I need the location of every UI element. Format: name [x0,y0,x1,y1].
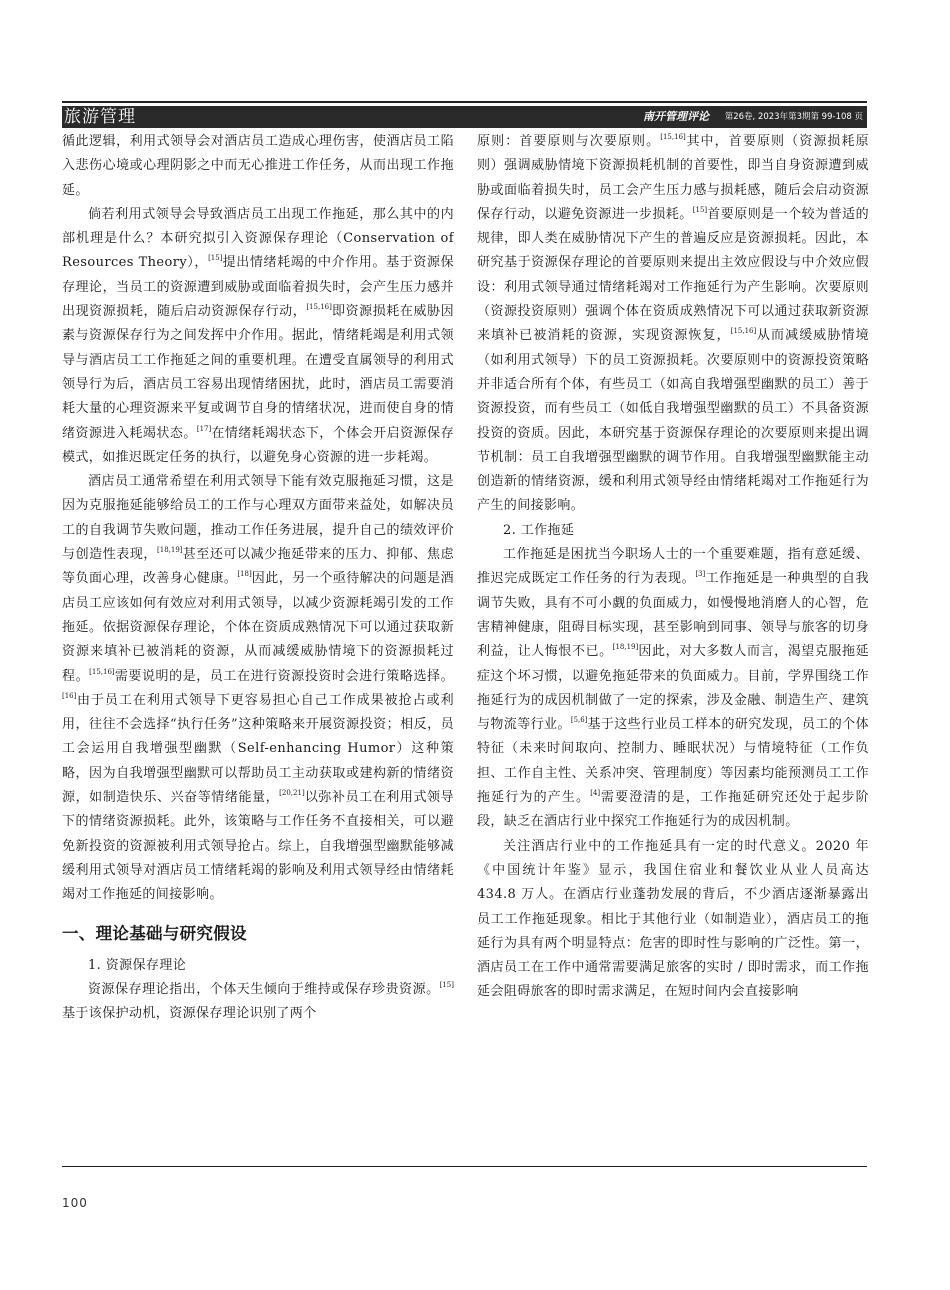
paragraph: 酒店员工通常希望在利用式领导下能有效克服拖延习惯，这是因为克服拖延能够给员工的工作与心理双方面带来益处，如解决员工的自我调节失败问题，推动工作任务进展，提升自己的绩效评价与创造性表现，[18,19]甚至还可以减少拖延带来的压力、抑郁、焦虑等负面心理，改善身心健康。[18]因此，另一个亟待解决的问题是酒店员工应该如何有效应对利用式领导，以减少资源耗竭引发的工作拖延。依据资源保存理论，个体在资质成熟情况下可以通过获取新资源来填补已被消耗的资源，从而减缓威胁情境下的资源损耗过程。[15,16]需要说明的是，员工在进行资源投资时会进行策略选择。[16]由于员工在利用式领导下更容易担心自己工作成果被抢占或利用，往往不会选择“执行任务”这种策略来开展资源投资；相反，员工会运用自我增强型幽默（Self-enhancing Humor）这种策略，因为自我增强型幽默可以帮助员工主动获取或建构新的情绪资源，如制造快乐、兴奋等情绪能量，[20,21]以弥补员工在利用式领导下的情绪资源损耗。此外，该策略与工作任务不直接相关，可以避免新投资的资源被利用式领导抢占。综上，自我增强型幽默能够减缓利用式领导对酒店员工情绪耗竭的影响及利用式领导经由情绪耗竭对工作拖延的间接影响。 [62,474,454,903]
citation: [17] [196,424,212,433]
paragraph: 原则：首要原则与次要原则。[15,16]其中，首要原则（资源损耗原则）强调威胁情境下资源损耗机制的首要性，即当自身资源遭到威胁或面临着损失时，员工会产生压力感与损耗感，随后会启动资源保存行动，以避免资源进一步损耗。[15]首要原则是一个较为普适的规律，即人类在威胁情况下产生的普遍反应是资源损耗。因此，本研究基于资源保存理论的首要原则来提出主效应假设与中介效应假设：利用式领导通过情绪耗竭对工作拖延行为产生影响。次要原则（资源投资原则）强调个体在资质成熟情况下可以通过获取新资源来填补已被消耗的资源，实现资源恢复，[15,16]从而减缓威胁情境（如利用式领导）下的员工资源损耗。次要原则中的资源投资策略并非适合所有个体，有些员工（如高自我增强型幽默的员工）善于资源投资，而有些员工（如低自我增强型幽默的员工）不具备资源投资的资质。因此，本研究基于资源保存理论的次要原则来提出调节机制：员工自我增强型幽默的调节作用。自我增强型幽默能主动创造新的情绪资源，缓和利用式领导经由情绪耗竭对工作拖延行为产生的间接影响。 [477,133,869,514]
citation: [3] [695,570,706,579]
paragraph: 循此逻辑，利用式领导会对酒店员工造成心理伤害，使酒店员工陷入悲伤心境或心理阴影之中而无心推进工作任务，从而出现工作拖延。 [62,134,454,198]
paragraph: 倘若利用式领导会导致酒店员工出现工作拖延，那么其中的内部机理是什么？本研究拟引入资源保存理论（Conservation of Resources Theory），[15]提出情绪耗竭的中介作用。基于资源保存理论，当员工的资源遭到威胁或面临着损失时，会产生压力感并出现资源损耗，随后启动资源保存行动，[15,16]即资源损耗在威胁因素与资源保存行为之间发挥中介作用。据此，情绪耗竭是利用式领导与酒店员工工作拖延之间的重要机理。在遭受直属领导的利用式领导行为后，酒店员工容易出现情绪困扰，此时，酒店员工需要消耗大量的心理资源来平复或调节自身的情绪状况，进而使自身的情绪资源进入耗竭状态。[17]在情绪耗竭状态下，个体会开启资源保存模式，如推迟既定任务的执行，以避免身心资源的进一步耗竭。 [62,206,454,465]
citation: [15] [692,205,708,214]
citation: [18,19] [157,546,183,555]
citation: [15,16] [660,133,686,141]
citation: [4] [590,789,601,798]
citation: [18] [237,570,252,579]
citation: [20,21] [279,789,305,798]
section-title: 旅游管理 [64,107,136,127]
citation: [15] [208,254,223,263]
citation: [18,19] [612,643,639,652]
subsection-heading: 2. 工作拖延 [503,522,575,538]
citation: [5,6] [570,716,588,725]
footer-rule [62,1166,867,1167]
citation: [15,16] [89,667,115,676]
running-header [62,106,867,128]
right-column [477,130,869,1005]
citation: [15,16] [730,327,757,336]
citation: [15,16] [306,303,332,312]
citation: [16] [62,691,77,700]
citation: [15] [439,980,454,989]
paragraph: 关注酒店行业中的工作拖延具有一定的时代意义。2020 年《中国统计年鉴》显示，我国住宿业和餐饮业从业人员高达 434.8 万人。在酒店行业蓬勃发展的背后，不少酒店逐渐暴露出员工工作拖延现象。相比于其他行业（如制造业），酒店员工的拖延行为具有两个明显特点：危害的即时性与影响的广泛性。第一，酒店员工在工作中通常需要满足旅客的实时 / 即时需求，而工作拖延会阻碍旅客的即时需求满足，在短时间内会直接影响 [477,838,869,1000]
page-number: 100 [62,1196,88,1210]
issue-info: 第26卷, 2023年第3期第 99-108 页 [724,112,863,122]
subsection-heading: 1. 资源保存理论 [88,957,187,973]
paragraph: 资源保存理论指出，个体天生倾向于维持或保存珍贵资源。[15]基于该保护动机，资源保存理论识别了两个 [62,980,454,1022]
header-rule [62,101,867,103]
section-heading: 一、理论基础与研究假设 [62,923,247,943]
paragraph: 工作拖延是困扰当今职场人士的一个重要难题，指有意延缓、推迟完成既定工作任务的行为表现。[3]工作拖延是一种典型的自我调节失败，具有不可小觑的负面威力，如慢慢地消磨人的心智，危害精神健康，阻碍目标实现，甚至影响到同事、领导与旅客的切身利益，让人悔恨不已。[18,19]因此，对大多数人而言，渴望克服拖延症这个坏习惯，以避免拖延带来的负面威力。目前，学界围绕工作拖延行为的成因机制做了一定的探索，涉及金融、制造生产、建筑与物流等行业。[5,6]基于这些行业员工样本的研究发现，员工的个体特征（未来时间取向、控制力、睡眠状况）与情境特征（工作负担、工作自主性、关系冲突、管理制度）等因素均能预测员工工作拖延行为的产生。[4]需要澄清的是，工作拖延研究还处于起步阶段，缺乏在酒店行业中探究工作拖延行为的成因机制。 [477,547,869,830]
left-column [62,130,454,1026]
journal-name: 南开管理评论 [643,110,709,123]
